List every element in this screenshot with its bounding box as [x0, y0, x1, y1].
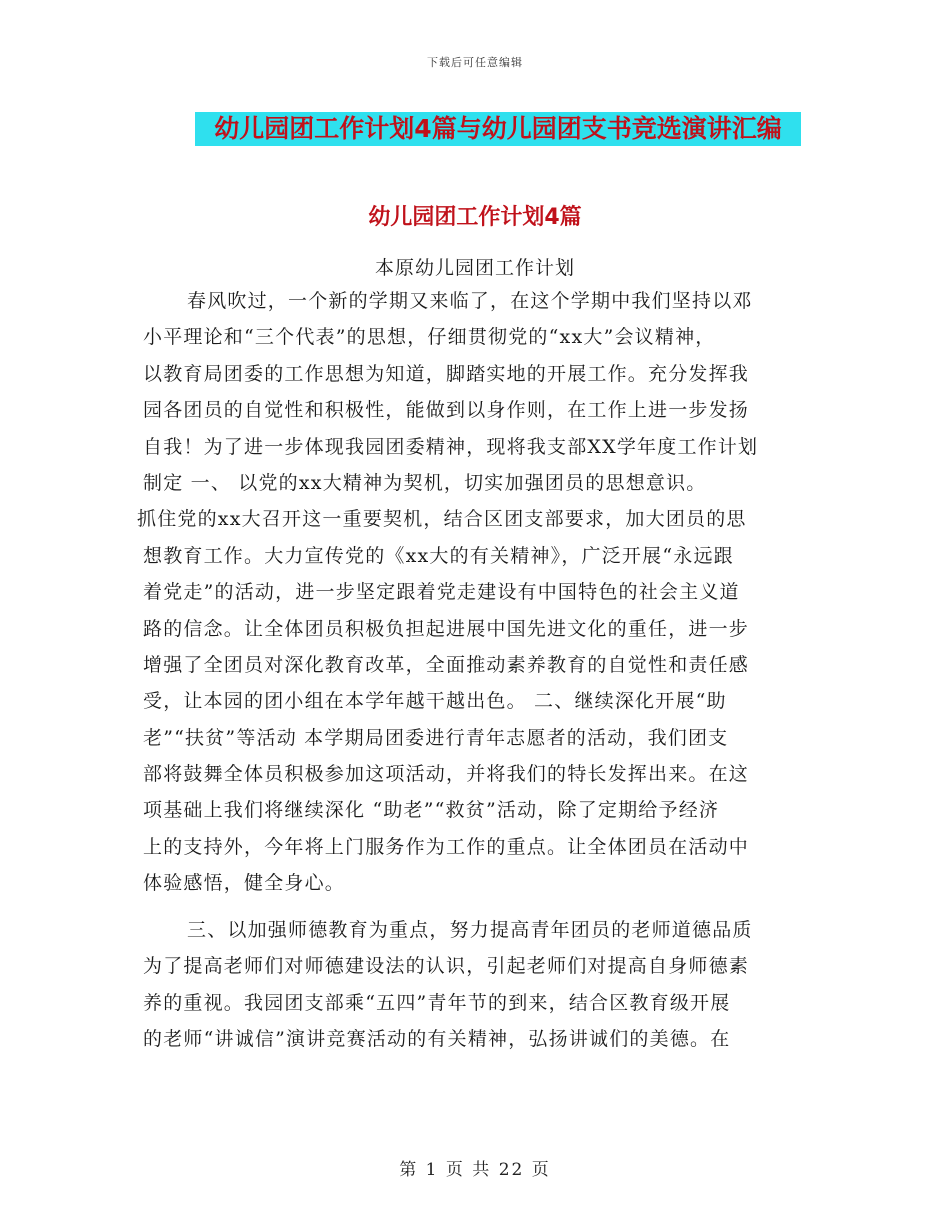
body-line: 路的信念。让全体团员积极负担起进展中国先进文化的重任，进一步 [143, 617, 750, 640]
body-line: 养的重视。我园团支部乘“五四”青年节的到来，结合区教育级开展 [143, 991, 731, 1014]
body-line: 受，让本园的团小组在本学年越干越出色。 二、继续深化开展“助 [143, 690, 727, 713]
body-line: 部将鼓舞全体员积极参加这项活动，并将我们的特长发挥出来。在这 [143, 763, 750, 786]
body-line: 增强了全团员对深化教育改革，全面推动素养教育的自觉性和责任感 [143, 653, 750, 676]
body-line: 项基础上我们将继续深化 “助老”“救贫”活动，除了定期给予经济 [143, 799, 720, 822]
body-paragraph-2 [143, 912, 813, 1058]
body-line: 以教育局团委的工作思想为知道，脚踏实地的开展工作。充分发挥我 [143, 362, 750, 385]
header-note: 下载后可任意编辑 [427, 56, 523, 69]
body-line: 为了提高老师们对师德建设法的认识，引起老师们对提高自身师德素 [143, 955, 750, 978]
body-line: 抓住党的xx大召开这一重要契机，结合区团支部要求，加大团员的思 [137, 508, 747, 531]
body-line: 着党走”的活动，进一步坚定跟着党走建设有中国特色的社会主义道 [143, 581, 740, 604]
body-line: 体验感悟，健全身心。 [143, 872, 346, 895]
document-title: 幼儿园团工作计划4篇与幼儿园团支书竞选演讲汇编 [214, 114, 782, 143]
body-line: 上的支持外，今年将上门服务作为工作的重点。让全体团员在活动中 [143, 835, 750, 858]
body-line: 的老师“讲诚信”演讲竞赛活动的有关精神，弘扬讲诚们的美德。在 [143, 1028, 731, 1051]
body-line: 制定 一、 以党的xx大精神为契机，切实加强团员的思想意识。 [143, 471, 707, 494]
body-line: 小平理论和“三个代表”的思想，仔细贯彻党的“xx大”会议精神， [143, 326, 716, 349]
sub-title: 本原幼儿园团工作计划 [374, 257, 575, 279]
section-title: 幼儿园团工作计划4篇 [368, 205, 582, 230]
body-line: 老”“扶贫”等活动 本学期局团委进行青年志愿者的活动，我们团支 [143, 726, 729, 749]
body-line: 自我！为了进一步体现我园团委精神，现将我支部XX学年度工作计划 [143, 435, 759, 458]
page-footer: 第 1 页 共 22 页 [399, 1160, 551, 1180]
body-line: 想教育工作。大力宣传党的《xx大的有关精神》，广泛开展“永远跟 [143, 544, 734, 567]
body-paragraph-1 [137, 283, 813, 902]
body-line: 园各团员的自觉性和积极性，能做到以身作则，在工作上进一步发扬 [143, 399, 750, 422]
body-line: 春风吹过，一个新的学期又来临了，在这个学期中我们坚持以邓 [187, 290, 753, 312]
body-line: 三、以加强师德教育为重点，努力提高青年团员的老师道德品质 [187, 919, 753, 941]
